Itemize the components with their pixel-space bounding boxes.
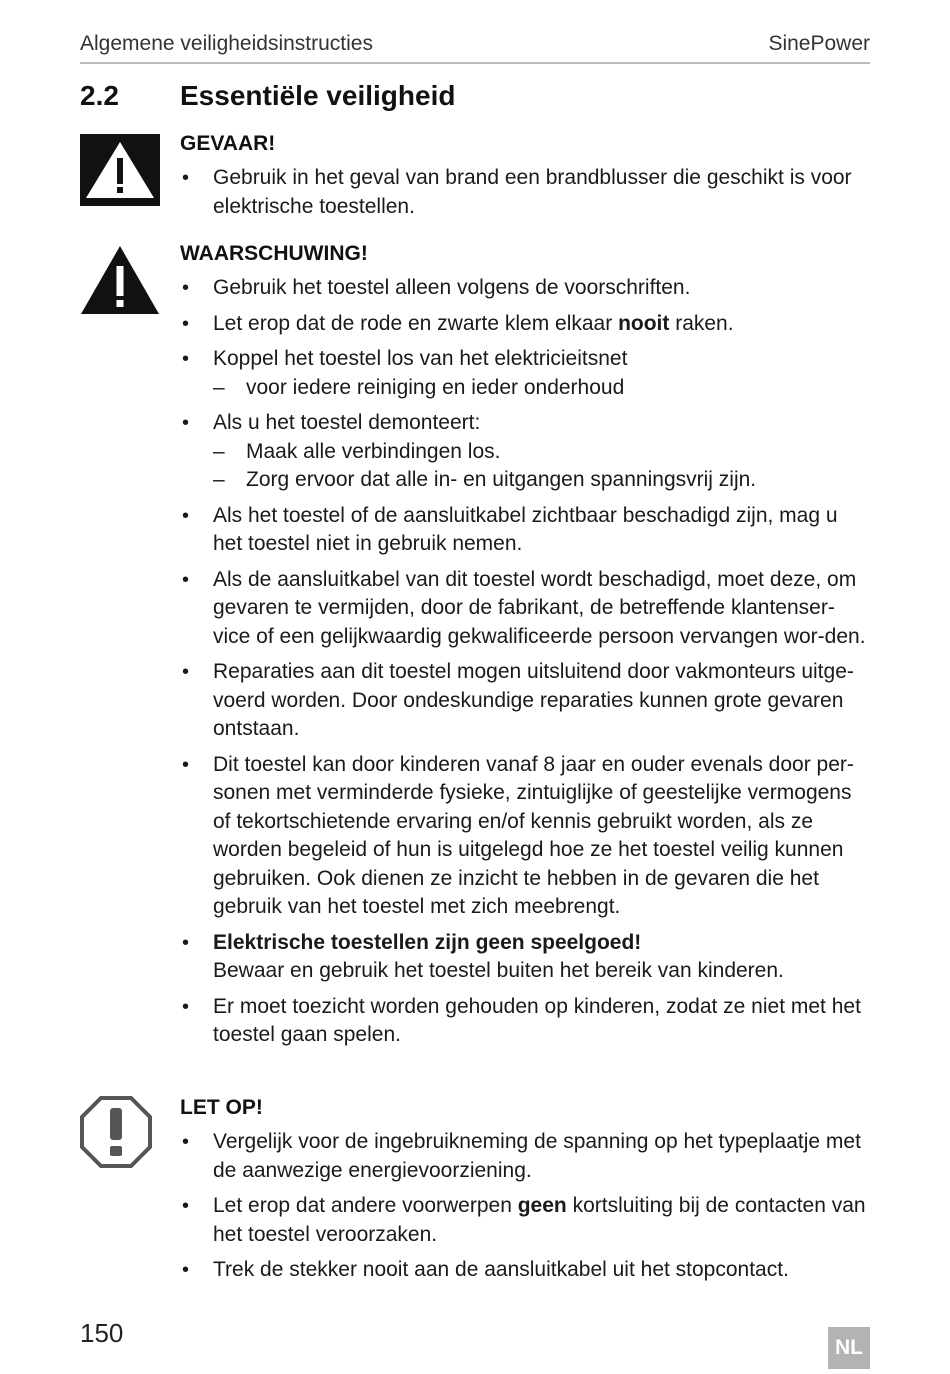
header-product: SinePower [768,32,870,55]
danger-block [180,132,870,228]
danger-list [180,164,870,221]
section-number: 2.2 [80,80,119,111]
list-item: • Dit toestel kan door kinderen vanaf 8 jaar en ouder evenals door per-sonen met verminderde fysieke, zintuiglijke of geestelijke vermogens of tekortschietende ervaring en/of kennis gebruikt worden, als ze worden begeleid of hun is uitgelegd hoe ze het toestel veilig kunnen gebruiken. Ook dienen ze inzicht te hebben in de gevaren die het gebruik van het toestel met zich meebrengt. [180,751,870,922]
language-badge: NL [828,1327,870,1369]
warning-list [180,274,870,1050]
warning-triangle-icon [80,244,160,316]
list-item: • Trek de stekker nooit aan de aansluitkabel uit het stopcontact. [180,1256,870,1285]
danger-warning-icon [80,134,160,206]
page-number: 150 [80,1318,124,1348]
notice-block [180,1096,870,1292]
list-item: • Als u het toestel demonteert: – Maak alle verbindingen los. – Zorg ervoor dat alle in- en uitgangen spanningsvrij zijn. [180,409,870,495]
section-title: Essentiële veiligheid [180,80,456,111]
list-item: • Let erop dat andere voorwerpen geen kortsluiting bij de contacten van het toestel veroorzaken. [180,1192,870,1249]
list-item: • Elektrische toestellen zijn geen speelgoed! Bewaar en gebruik het toestel buiten het bereik van kinderen. [180,929,870,986]
sub-list-item: – Zorg ervoor dat alle in- en uitgangen spanningsvrij zijn. [213,468,757,491]
notice-list [180,1128,870,1285]
list-item: • Reparaties aan dit toestel mogen uitsluitend door vakmonteurs uitge-voerd worden. Door ondeskundige reparaties kunnen grote gevaren ontstaan. [180,658,870,744]
list-item: • Let erop dat de rode en zwarte klem elkaar nooit raken. [180,310,870,339]
sub-list-item: – voor iedere reiniging en ieder onderhoud [213,375,625,399]
list-item: • Vergelijk voor de ingebruikneming de spanning op het typeplaatje met de aanwezige energievoorziening. [180,1128,870,1185]
list-item: • Als het toestel of de aansluitkabel zichtbaar beschadigd zijn, mag u het toestel niet in gebruik nemen. [180,502,870,559]
header-chapter: Algemene veiligheidsinstructies [80,32,373,55]
notice-title: LET OP! [180,1096,263,1119]
list-item: • Als de aansluitkabel van dit toestel wordt beschadigd, moet deze, om gevaren te vermijden, door de fabrikant, de betreffende klantenser-vice of een gelijkwaardig gekwalificeerde persoon vervangen wor-den. [180,566,870,652]
list-item: • Koppel het toestel los van het elektricieitsnet – voor iedere reiniging en ieder onderhoud [180,345,870,402]
sub-list-item: – Maak alle verbindingen los. [213,439,501,463]
warning-title: WAARSCHUWING! [180,242,368,265]
warning-block [180,242,870,1057]
list-item: • Er moet toezicht worden gehouden op kinderen, zodat ze niet met het toestel gaan spelen. [180,993,870,1050]
list-item: • Gebruik het toestel alleen volgens de voorschriften. [180,274,870,303]
page-header [80,30,870,64]
danger-title: GEVAAR! [180,132,276,155]
notice-octagon-icon [80,1096,152,1168]
list-item: • Gebruik in het geval van brand een brandblusser die geschikt is voor elektrische toestellen. [180,164,870,221]
